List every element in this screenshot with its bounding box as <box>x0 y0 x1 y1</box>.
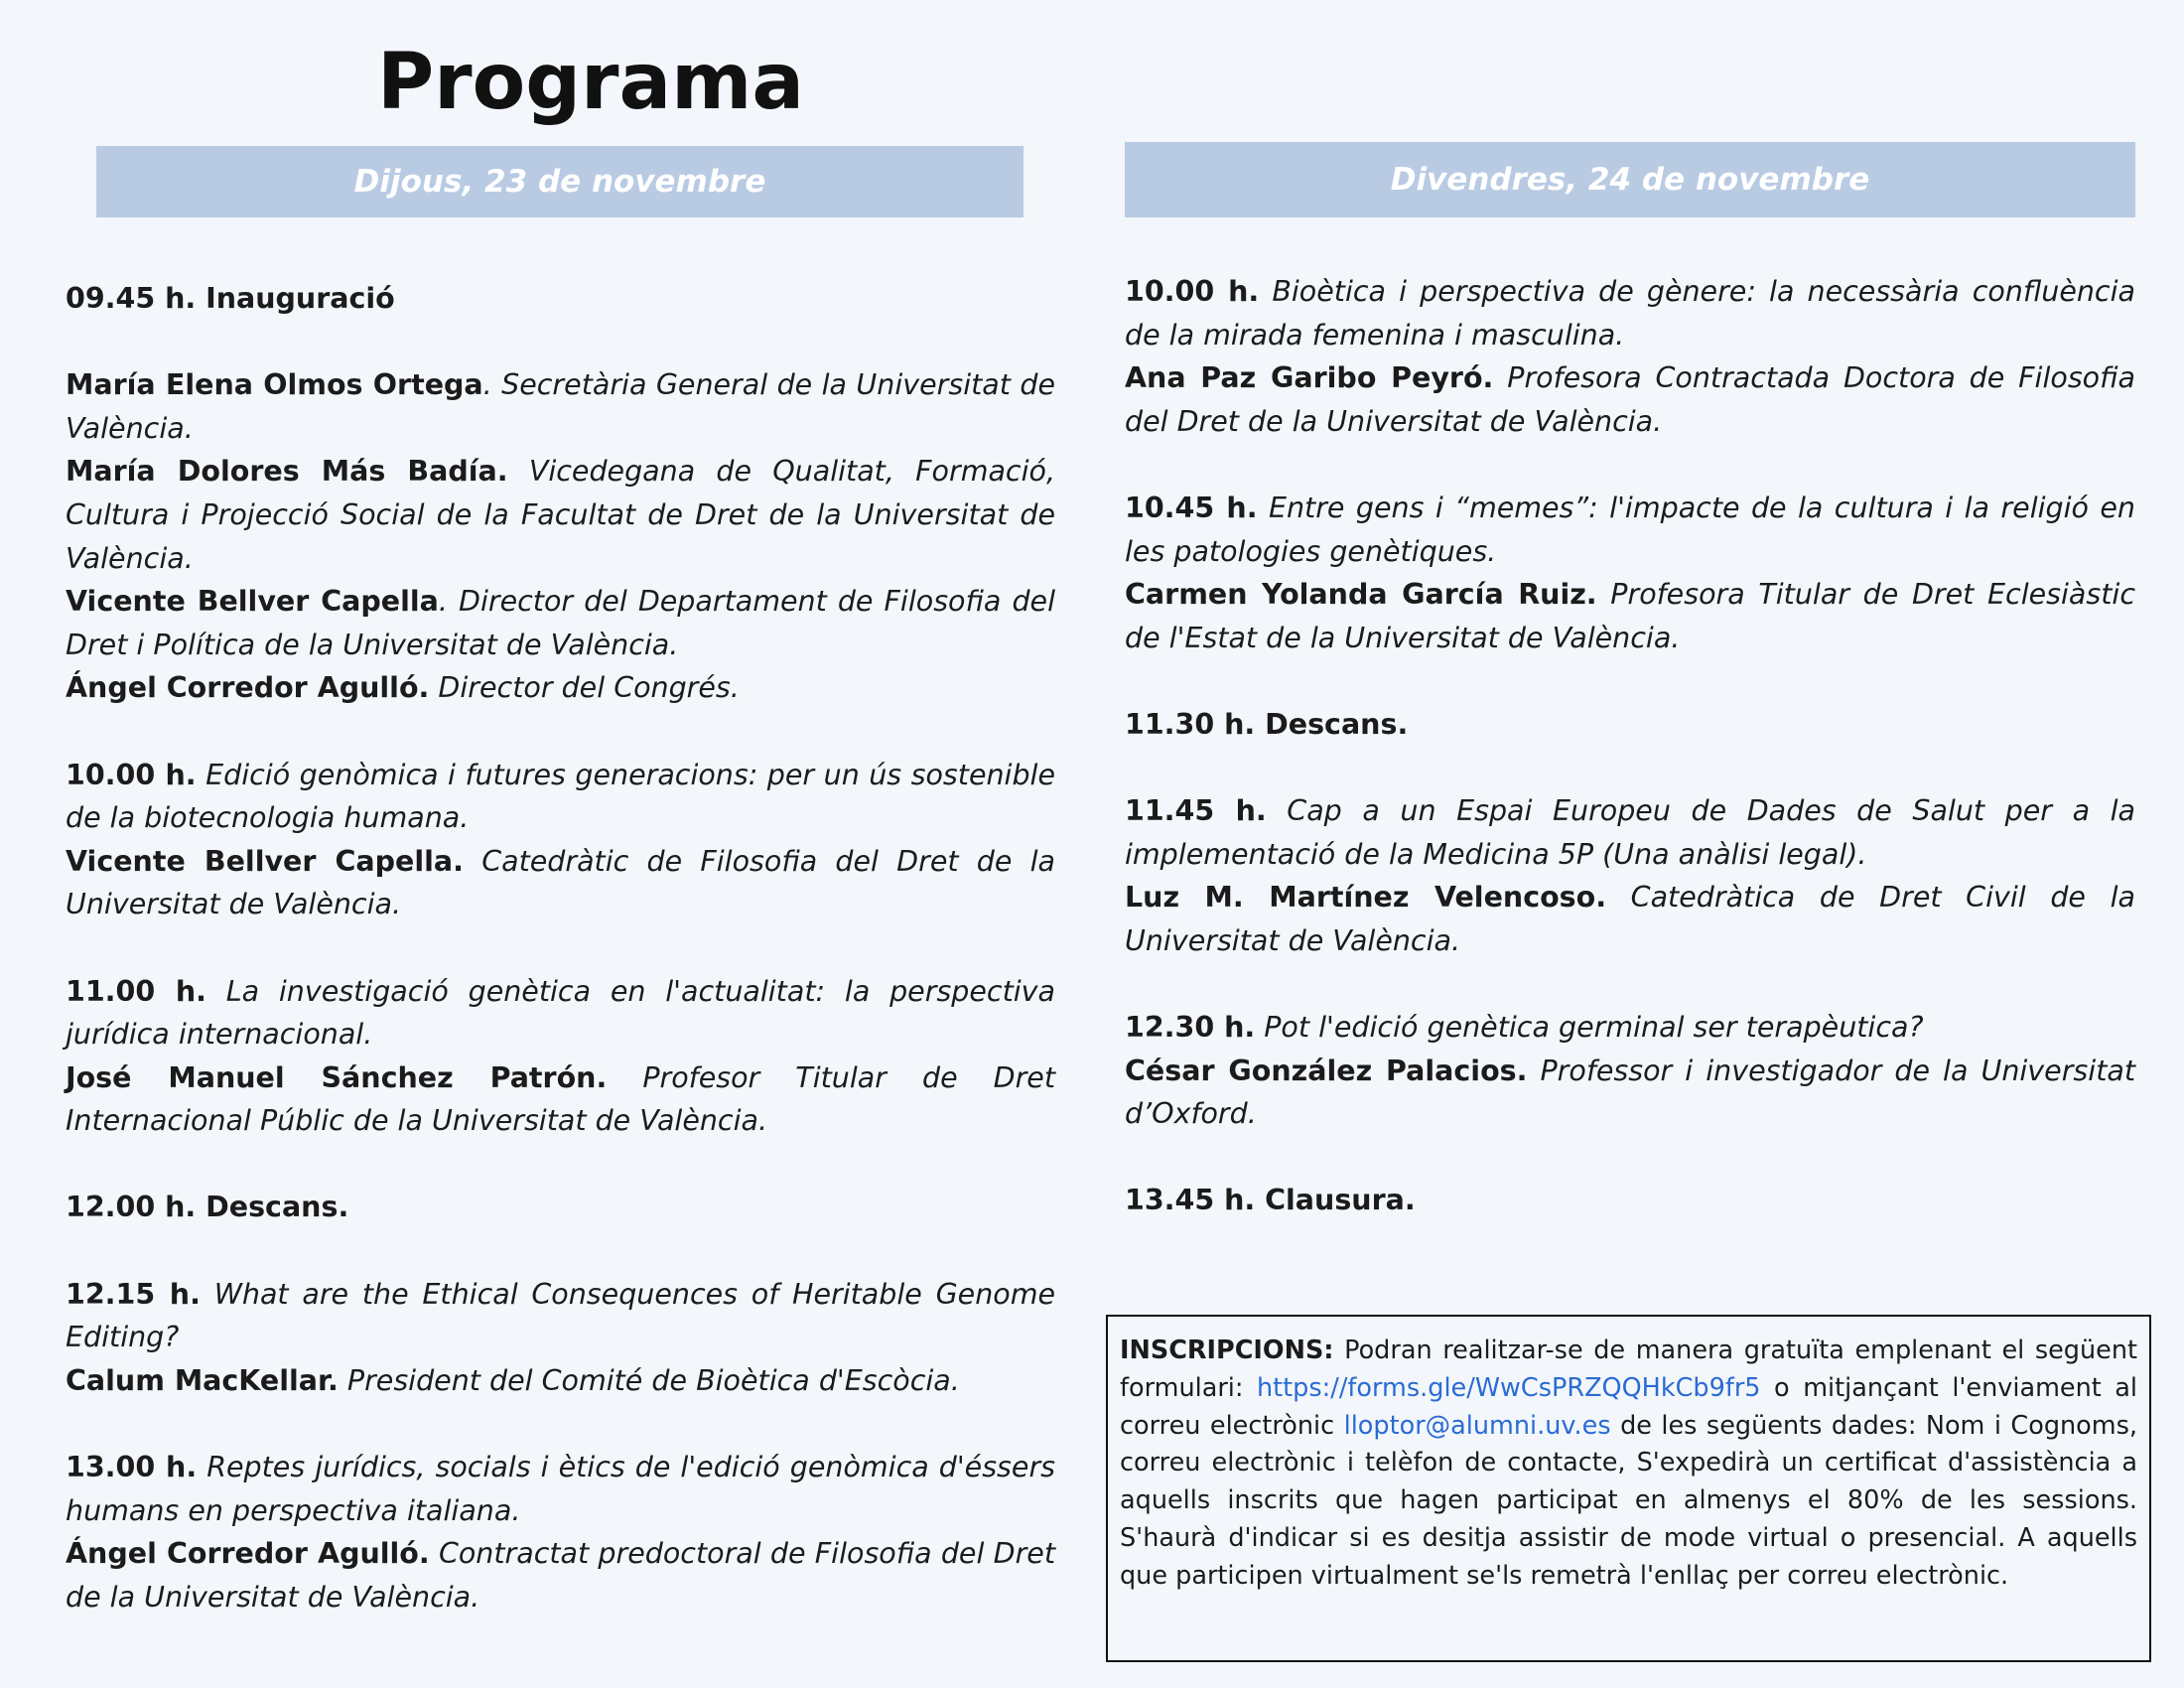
talk-title: What are the Ethical Consequences of Heritable Genome Editing? <box>66 1277 1055 1354</box>
session-line <box>1125 1179 2135 1222</box>
registration-text-2: o mitjançant l'enviament al correu electrònic <box>1120 1372 2137 1441</box>
schedule-item <box>1125 789 2135 962</box>
speaker-line <box>1125 573 2135 659</box>
schedule-item <box>66 1446 1055 1618</box>
speaker-role: . Secretària General de la Universitat de València. <box>66 368 1055 445</box>
speaker-role: Profesora Contractada Doctora de Filosofia del Dret de la Universitat de València. <box>1125 361 2135 438</box>
talk-title: Edició genòmica i futures generacions: per un ús sostenible de la biotecnologia humana. <box>66 758 1056 835</box>
speaker-name: César González Palacios. <box>1125 1054 1528 1087</box>
registration-label: INSCRIPCIONS: <box>1120 1336 1334 1365</box>
schedule-item <box>66 970 1055 1143</box>
speaker-name: Ángel Corredor Agulló. <box>66 671 430 705</box>
schedule-item <box>66 1273 1055 1403</box>
session-time: 11.45 h. <box>1125 794 1267 828</box>
speaker-name: María Elena Olmos Ortega <box>66 368 483 402</box>
session-time: 10.00 h. <box>1125 275 1260 308</box>
speaker-line <box>66 1056 1055 1143</box>
schedule-thursday <box>66 277 1055 1662</box>
talk-title: Pot l'edició genètica germinal ser terapèutica? <box>1255 1011 1924 1045</box>
speaker-name: Ángel Corredor Agulló. <box>66 1537 430 1571</box>
speaker-role: Contractat predoctoral de Filosofia del Dret de la Universitat de València. <box>66 1537 1055 1614</box>
schedule-item <box>66 277 1055 321</box>
session-time: 10.00 h. <box>66 758 197 791</box>
day-header-friday: Divendres, 24 de novembre <box>1125 142 2135 217</box>
speaker-name: Luz M. Martínez Velencoso. <box>1125 881 1607 914</box>
speaker-line <box>66 666 1055 710</box>
speaker-role: Vicedegana de Qualitat, Formació, Cultura i Projecció Social de la Facultat de Dret de la Universitat de València. <box>66 455 1056 575</box>
speaker-role: Director del Congrés. <box>429 671 740 705</box>
session-line <box>1125 1006 2135 1050</box>
speaker-line <box>66 840 1055 926</box>
schedule-item <box>1125 1006 2135 1136</box>
talk-title: Entre gens i “memes”: l'impacte de la cultura i la religió en les patologies genètiques. <box>1125 491 2135 568</box>
page-title: Programa <box>377 38 805 127</box>
speaker-line <box>1125 356 2135 443</box>
session-time: 13.45 h. Clausura. <box>1125 1184 1416 1217</box>
talk-title: La investigació genètica en l'actualitat: la perspectiva jurídica internacional. <box>66 974 1055 1052</box>
speaker-line <box>1125 1050 2135 1136</box>
speaker-role: President del Comité de Bioètica d'Escòcia. <box>338 1363 960 1397</box>
session-time: 12.30 h. <box>1125 1011 1256 1045</box>
speaker-name: Carmen Yolanda García Ruiz. <box>1125 578 1597 612</box>
schedule-item <box>66 363 1055 710</box>
registration-email-link[interactable]: lloptor@alumni.uv.es <box>1343 1410 1611 1441</box>
speaker-line <box>1125 876 2135 962</box>
session-time: 12.00 h. Descans. <box>66 1191 349 1224</box>
schedule-item <box>1125 487 2135 659</box>
speaker-name: Vicente Bellver Capella. <box>66 844 464 878</box>
session-line <box>66 970 1055 1056</box>
registration-text-3: de les següents dades: Nom i Cognoms, correu electrònic i telèfon de contacte, S'expedirà un certificat d'assistència a aquells inscrits que hagen participat en almenys el 80% de les sessions. S'haurà d'indicar si es desitja assistir de mode virtual o presencial. A aquells que participen virtualment se'ls remetrà l'enllaç per correu electrònic. <box>1120 1410 2137 1591</box>
speaker-line <box>66 580 1055 666</box>
session-time: 13.00 h. <box>66 1451 198 1484</box>
speaker-role: . Director del Departament de Filosofia del Dret i Política de la Universitat de València. <box>66 585 1055 661</box>
talk-title: Cap a un Espai Europeu de Dades de Salut per a la implementació de la Medicina 5P (Una anàlisi legal). <box>1125 794 2135 871</box>
talk-title: Bioètica i perspectiva de gènere: la necessària confluència de la mirada femenina i masculina. <box>1125 275 2135 352</box>
speaker-line <box>66 1532 1055 1618</box>
speaker-name: José Manuel Sánchez Patrón. <box>66 1060 608 1094</box>
session-line <box>66 277 1055 321</box>
session-time: 11.00 h. <box>66 974 206 1008</box>
day-header-thursday: Dijous, 23 de novembre <box>96 146 1024 217</box>
schedule-item <box>66 1186 1055 1229</box>
registration-text-1: Podran realitzar-se de manera gratuïta emplenant el següent formulari: <box>1120 1336 2137 1403</box>
registration-form-link[interactable]: https://forms.gle/WwCsPRZQQHkCb9fr5 <box>1257 1372 1761 1403</box>
session-line <box>1125 703 2135 747</box>
speaker-line <box>66 1359 1055 1403</box>
session-time: 11.30 h. Descans. <box>1125 707 1409 741</box>
talk-title: Reptes jurídics, socials i ètics de l'edició genòmica d'éssers humans en perspectiva italiana. <box>66 1451 1056 1527</box>
session-line <box>1125 487 2135 573</box>
schedule-item <box>66 754 1055 926</box>
session-line <box>66 1446 1055 1532</box>
registration-box <box>1106 1315 2151 1662</box>
speaker-line <box>66 363 1055 450</box>
speaker-name: Ana Paz Garibo Peyró. <box>1125 361 1494 395</box>
session-time: 10.45 h. <box>1125 491 1258 524</box>
session-time: 12.15 h. <box>66 1277 201 1311</box>
schedule-item <box>1125 703 2135 747</box>
speaker-name: Calum MacKellar. <box>66 1363 339 1397</box>
speaker-role: Catedràtica de Dret Civil de la Universitat de València. <box>1125 881 2135 957</box>
session-line <box>1125 789 2135 876</box>
session-line <box>66 754 1055 840</box>
session-time: 09.45 h. Inauguració <box>66 282 395 315</box>
speaker-role: Profesor Titular de Dret Internacional Públic de la Universitat de València. <box>66 1060 1055 1138</box>
speaker-role: Profesora Titular de Dret Eclesiàstic de l'Estat de la Universitat de València. <box>1125 578 2135 654</box>
session-line <box>1125 270 2135 356</box>
schedule-item <box>1125 1179 2135 1222</box>
speaker-line <box>66 450 1055 580</box>
speaker-name: María Dolores Más Badía. <box>66 455 508 489</box>
speaker-role: Professor i investigador de la Universitat d’Oxford. <box>1125 1054 2136 1131</box>
speaker-name: Vicente Bellver Capella <box>66 585 439 619</box>
session-line <box>66 1273 1055 1359</box>
speaker-role: Catedràtic de Filosofia del Dret de la Universitat de València. <box>66 844 1055 921</box>
schedule-friday <box>1125 270 2135 1266</box>
session-line <box>66 1186 1055 1229</box>
schedule-item <box>1125 270 2135 443</box>
